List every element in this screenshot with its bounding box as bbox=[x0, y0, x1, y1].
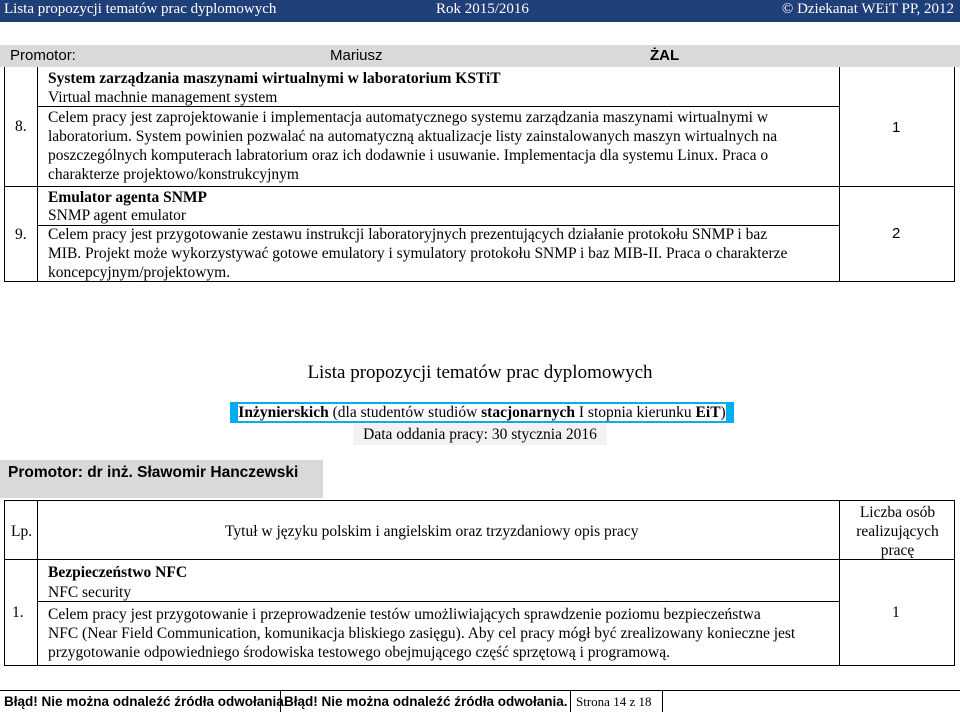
topic-8-count-cell bbox=[840, 67, 955, 187]
promotor-label: Promotor: bbox=[10, 47, 76, 64]
topic-9-desc-line: Celem pracy jest przygotowanie zestawu instrukcji laboratoryjnych prezentujących działanie protokołu SNMP i baz bbox=[48, 226, 768, 243]
header-title: Lista propozycji tematów prac dyplomowych bbox=[4, 1, 277, 17]
topic-8-count: 1 bbox=[892, 119, 901, 136]
topic-8-desc-line: laboratorium. System powinien pozwalać na automatyczną aktualizacje listy zainstalowanych maszyn wirtualnych na bbox=[48, 128, 778, 145]
page-number: Strona 14 z 18 bbox=[576, 694, 652, 709]
col-count-label: pracę bbox=[880, 542, 915, 559]
col-count-label: realizujących bbox=[856, 523, 939, 540]
promotor-row bbox=[0, 45, 960, 67]
topic-1-content bbox=[38, 560, 840, 666]
header-copyright: © Dziekanat WEiT PP, 2012 bbox=[781, 1, 954, 17]
topic-8-divider bbox=[38, 106, 840, 107]
topic-9-count: 2 bbox=[892, 225, 901, 242]
topic-9-title-en: SNMP agent emulator bbox=[48, 207, 187, 224]
topic-9-content bbox=[38, 187, 840, 282]
topic-9-lp-cell bbox=[4, 187, 38, 282]
footer-separator bbox=[570, 690, 571, 712]
col-title-header bbox=[38, 500, 840, 560]
study-mode: stacjonarnych bbox=[481, 404, 575, 421]
topic-1-lp-cell bbox=[4, 560, 38, 666]
topic-1-title-pl: Bezpieczeństwo NFC bbox=[48, 564, 188, 581]
topic-1-count-cell bbox=[840, 560, 955, 666]
topic-9-desc-line: MIB. Projekt może wykorzystywać gotowe emulatory i symulatory protokołu SNMP i baz MIB-II. Praca o charakterze bbox=[48, 245, 788, 262]
study-level-text: (dla studentów studiów bbox=[328, 404, 482, 421]
footer-separator bbox=[280, 690, 281, 712]
topic-1-divider bbox=[38, 601, 840, 602]
study-level-bar bbox=[230, 402, 734, 423]
deadline-text: Data oddania pracy: 30 stycznia 2016 bbox=[353, 424, 607, 445]
col-lp-header bbox=[4, 500, 38, 560]
topic-1-lp: 1. bbox=[12, 604, 24, 621]
header-year: Rok 2015/2016 bbox=[436, 1, 529, 17]
footer-rule bbox=[0, 690, 960, 691]
topic-8-desc-line: poszczególnych komputerach labratorium oraz ich dodawnie i usuwanie. Implementacja dla systemu Linux. Praca o bbox=[48, 147, 769, 164]
topic-8-lp: 8. bbox=[15, 118, 27, 135]
topic-8-desc-line: Celem pracy jest zaprojektowanie i implementacja automatycznego systemu zarządzania maszynami wirtualnymi w bbox=[48, 109, 769, 126]
topic-1-desc-line: NFC (Near Field Communication, komunikacja bliskiego zasięgu). Aby cel pracy mógł być zrealizowany konieczne jest bbox=[48, 625, 796, 642]
topic-9-lp: 9. bbox=[15, 226, 27, 243]
footer-error-ref: Błąd! Nie można odnaleźć źródła odwołania. bbox=[4, 694, 288, 709]
topic-9-title-pl: Emulator agenta SNMP bbox=[48, 189, 208, 206]
topic-8-desc-line: charakterze projektowo/konstrukcyjnym bbox=[48, 166, 299, 183]
document-footer bbox=[0, 690, 960, 712]
topic-1-desc-line: Celem pracy jest przygotowanie i przeprowadzenie testów umożliwiających sprawdzenie poziomu bezpieczeństwa bbox=[48, 606, 761, 623]
topic-8-content bbox=[38, 67, 840, 187]
topic-1-title-en: NFC security bbox=[48, 584, 132, 601]
topic-1-count: 1 bbox=[892, 604, 900, 621]
study-level-text-2: I stopnia kierunku bbox=[575, 404, 696, 421]
study-level: Inżynierskich bbox=[238, 404, 329, 421]
col-count-label: Liczba osób bbox=[859, 504, 936, 521]
topic-8-lp-cell bbox=[4, 67, 38, 187]
col-lp-label: Lp. bbox=[11, 523, 33, 540]
topic-1-desc-line: przygotowanie odpowiedniego środowiska testowego obejmującego część sprzętową i programową. bbox=[48, 644, 670, 661]
study-field: EiT bbox=[695, 404, 721, 421]
topic-9-desc-line: koncepcyjnym/projektowym. bbox=[48, 264, 231, 281]
topic-9-count-cell bbox=[840, 187, 955, 282]
topic-8-title-en: Virtual machnie management system bbox=[48, 89, 278, 106]
study-level-close: ) bbox=[720, 404, 726, 421]
col-count-header bbox=[840, 500, 955, 560]
footer-separator bbox=[662, 690, 663, 712]
col-title-label: Tytuł w języku polskim i angielskim oraz trzyzdaniowy opis pracy bbox=[225, 523, 639, 540]
promotor-first-name: Mariusz bbox=[330, 47, 383, 64]
topic-8-title-pl: System zarządzania maszynami wirtualnymi w laboratorium KSTiT bbox=[48, 70, 501, 87]
footer-error-ref: Błąd! Nie można odnaleźć źródła odwołania. bbox=[284, 694, 568, 709]
promotor-box bbox=[0, 460, 323, 498]
list-title: Lista propozycji tematów prac dyplomowych bbox=[307, 362, 653, 383]
promotor-name: Promotor: dr inż. Sławomir Hanczewski bbox=[8, 464, 299, 481]
promotor-last-name: ŻAL bbox=[650, 47, 680, 64]
document-header bbox=[0, 0, 960, 22]
